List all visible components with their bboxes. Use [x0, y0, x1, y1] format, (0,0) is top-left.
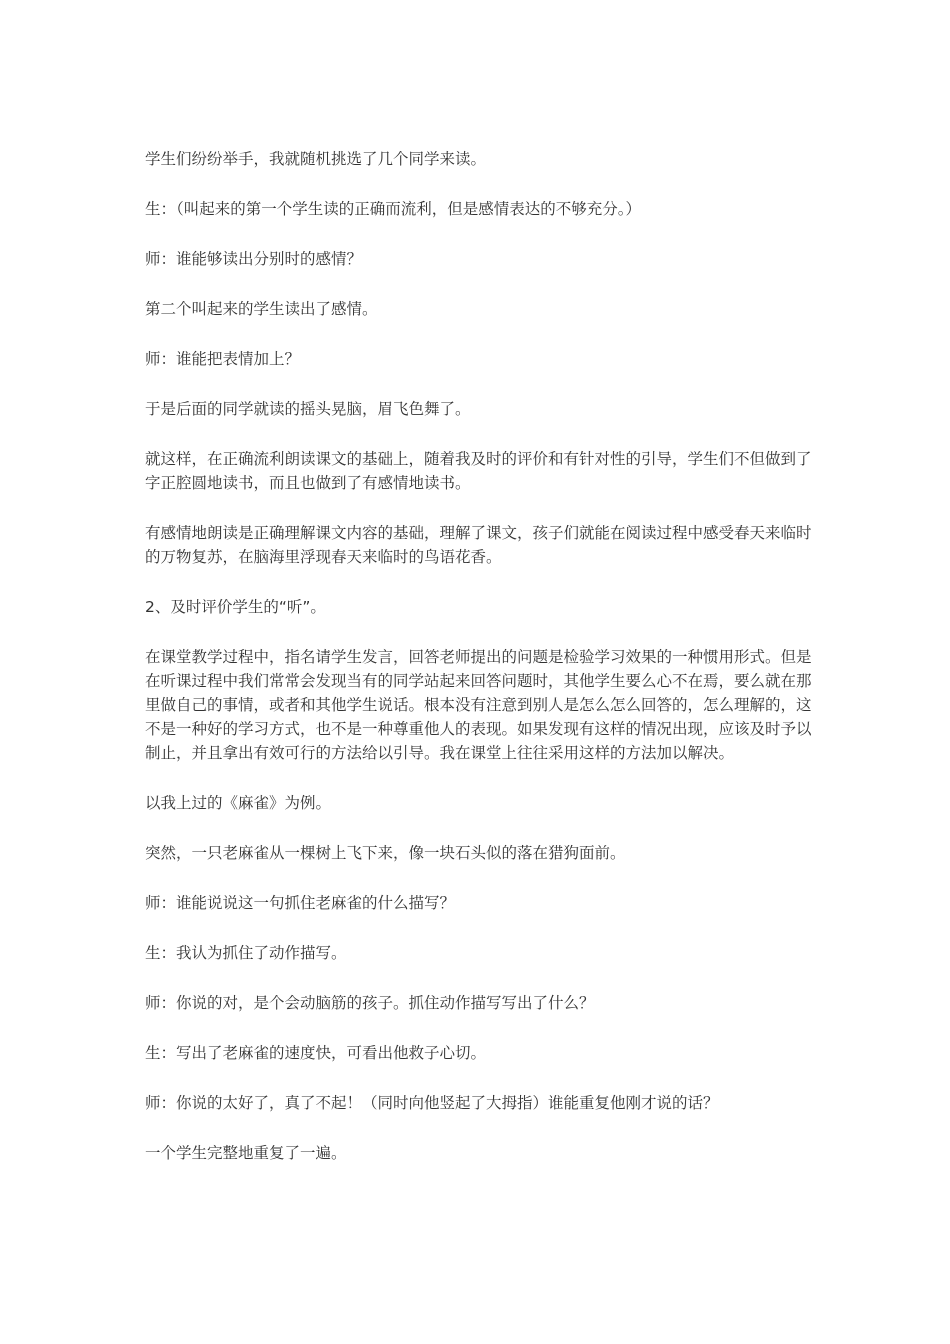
paragraph: 在课堂教学过程中，指名请学生发言，回答老师提出的问题是检验学习效果的一种惯用形式。但是在听课过程中我们常常会发现当有的同学站起来回答问题时，其他学生要么心不在焉，要么就在那里做自己的事情，或者和其他学生说话。根本没有注意到别人是怎么怎么回答的，怎么理解的，这不是一种好的学习方式，也不是一种尊重他人的表现。如果发现有这样的情况出现，应该及时予以制止，并且拿出有效可行的方法给以引导。我在课堂上往往采用这样的方法加以解决。	[145, 648, 812, 762]
document-body	[145, 147, 815, 1191]
section-heading: 2、及时评价学生的“听”。	[145, 598, 326, 616]
paragraph: 于是后面的同学就读的摇头晃脑，眉飞色舞了。	[145, 400, 471, 418]
paragraph: 一个学生完整地重复了一遍。	[145, 1144, 347, 1162]
paragraph: 就这样，在正确流利朗读课文的基础上，随着我及时的评价和有针对性的引导，学生们不但做到了字正腔圆地读书，而且也做到了有感情地读书。	[145, 450, 812, 492]
paragraph: 第二个叫起来的学生读出了感情。	[145, 300, 378, 318]
paragraph: 以我上过的《麻雀》为例。	[145, 794, 332, 812]
paragraph: 学生们纷纷举手，我就随机挑选了几个同学来读。	[145, 150, 487, 168]
paragraph: 生：写出了老麻雀的速度快，可看出他救子心切。	[145, 1044, 487, 1062]
paragraph: 师：你说的对，是个会动脑筋的孩子。抓住动作描写写出了什么？	[145, 994, 595, 1012]
paragraph: 师：谁能说说这一句抓住老麻雀的什么描写？	[145, 894, 456, 912]
paragraph: 有感情地朗读是正确理解课文内容的基础，理解了课文，孩子们就能在阅读过程中感受春天来临时的万物复苏，在脑海里浮现春天来临时的鸟语花香。	[145, 524, 812, 566]
paragraph: 师：谁能把表情加上？	[145, 350, 301, 368]
paragraph: 师：谁能够读出分别时的感情？	[145, 250, 363, 268]
paragraph: 突然，一只老麻雀从一棵树上飞下来，像一块石头似的落在猎狗面前。	[145, 844, 626, 862]
paragraph: 生：（叫起来的第一个学生读的正确而流利，但是感情表达的不够充分。）	[145, 200, 642, 218]
paragraph: 生：我认为抓住了动作描写。	[145, 944, 347, 962]
paragraph: 师：你说的太好了，真了不起！（同时向他竖起了大拇指）谁能重复他刚才说的话？	[145, 1094, 719, 1112]
